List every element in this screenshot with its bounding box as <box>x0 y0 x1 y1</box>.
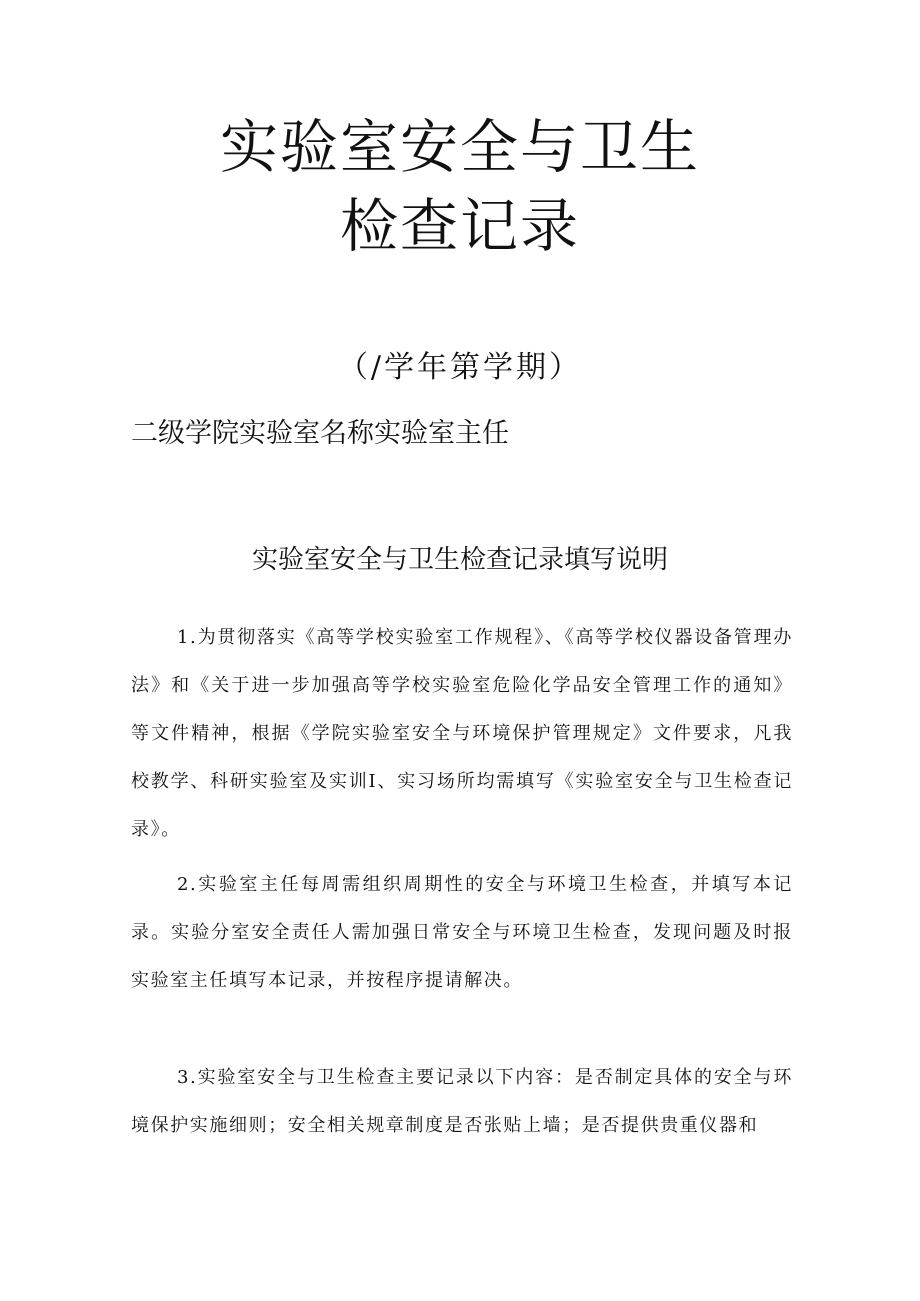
instruction-paragraph-1: 1.为贯彻落实《高等学校实验室工作规程》、《高等学校仪器设备管理办法》和《关于进一步加强高等学校实验室危险化学品安全管理工作的通知》等文件精神，根据《学院实验室安全与环境保护管理规定》文件要求，凡我校教学、科研实验室及实训I、实习场所均需填写《实验室安全与卫生检查记录》。 <box>131 627 793 840</box>
document-title-line-2: 检查记录 <box>339 192 580 260</box>
instruction-paragraph-3: 3.实验室安全与卫生检查主要记录以下内容：是否制定具体的安全与环境保护实施细则；安全相关规章制度是否张贴上墙；是否提供贵重仪器和 <box>131 1067 793 1136</box>
document-title-line-1: 实验室安全与卫生 <box>219 113 700 181</box>
instruction-paragraph-2: 2.实验室主任每周需组织周期性的安全与环境卫生检查，并填写本记录。实验分室安全责任人需加强日常安全与环境卫生检查，发现问题及时报实验室主任填写本记录，并按程序提请解决。 <box>131 874 793 991</box>
department-lab-director-line: 二级学院实验室名称实验室主任 <box>131 418 509 449</box>
section-heading: 实验室安全与卫生检查记录填写说明 <box>251 545 668 575</box>
semester-line: （/学年第学期） <box>337 350 583 385</box>
